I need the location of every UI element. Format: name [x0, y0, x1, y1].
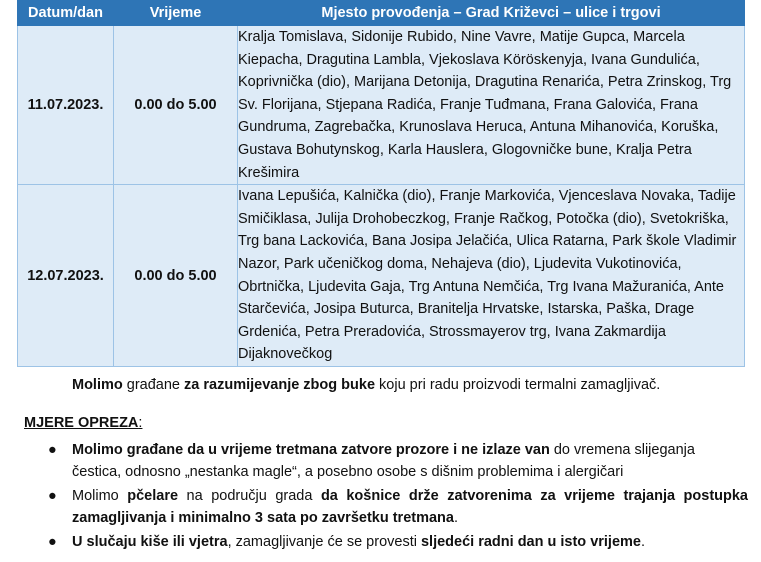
measures-list: [48, 439, 748, 555]
header-location: Mjesto provođenja – Grad Križevci – ulice i trgovi: [238, 1, 745, 26]
row-time: 0.00 do 5.00: [114, 185, 238, 367]
schedule-table: [17, 0, 745, 367]
measure-part: , zamagljivanje će se provesti: [227, 534, 421, 550]
measure-part: .: [453, 510, 459, 526]
measure-part: .: [640, 534, 646, 550]
bullet-icon: ●: [48, 442, 57, 458]
measure-part: pčelare: [127, 488, 179, 504]
measure-part: U slučaju kiše ili vjetra: [72, 534, 228, 550]
row-date: 11.07.2023.: [18, 26, 114, 185]
notice-part: Molimo: [72, 377, 123, 393]
measure-part: sljedeći radni dan u isto vrijeme: [420, 534, 641, 550]
row-date: 12.07.2023.: [18, 185, 114, 367]
row-time: 0.00 do 5.00: [114, 26, 238, 185]
measure-part: Molimo: [72, 488, 128, 504]
noise-notice: [72, 375, 752, 395]
table-row: [18, 185, 745, 367]
table-header-row: [18, 1, 745, 26]
measures-heading-colon: :: [138, 415, 143, 431]
bullet-icon: ●: [48, 488, 57, 504]
row-streets: Ivana Lepušića, Kalnička (dio), Franje Markovića, Vjenceslava Novaka, Tadije Smičiklasa, Julija Drohobeczkog, Franje Račkog, Potočka (dio), Svetokriška, Trg bana Lackovića, Bana Josipa Jelačića, Ulica Ratarna, Park škole Vladimir Nazor, Park učeničkog doma, Nehajeva (dio), Ljudevita Vukotinovića, Obrtnička, Ljudevita Gaja, Trg Antuna Nemčića, Trg Ivana Mažuranića, Ante Starčevića, Josipa Buturca, Branitelja Hrvatske, Istarska, Paška, Drage Grdenića, Petra Preradovića, Strossmayerov trg, Ivana Zakmardija Dijaknovečkog: [238, 185, 745, 367]
header-time: Vrijeme: [114, 1, 238, 26]
list-item: [48, 439, 748, 483]
list-item: [48, 531, 748, 553]
measure-part: Molimo građane da u vrijeme tretmana zatvore prozore i ne izlaze van: [72, 442, 550, 458]
list-item: [48, 485, 748, 529]
notice-part: građane: [122, 377, 185, 393]
table-row: [18, 26, 745, 185]
row-streets: Kralja Tomislava, Sidonije Rubido, Nine Vavre, Matije Gupca, Marcela Kiepacha, Dragutina Lambla, Vjekoslava Köröskenyja, Ivana Gundulića, Koprivnička (dio), Marijana Detonija, Dragutina Renarića, Petra Zrinskog, Trg Sv. Florijana, Stjepana Radića, Franje Tuđmana, Frana Galovića, Frana Gundruma, Zagrebačka, Krunoslava Heruca, Antuna Mihanovića, Koruška, Gustava Bohutynskog, Karla Hauslera, Glogovničke bune, Kralja Petra Krešimira: [238, 26, 745, 185]
header-date: Datum/dan: [18, 1, 114, 26]
notice-part: koju pri radu proizvodi termalni zamagljivač.: [375, 377, 661, 393]
bullet-icon: ●: [48, 534, 57, 550]
measure-part: na području grada: [178, 488, 321, 504]
measures-heading-line: [24, 415, 142, 431]
measure-part: da košnice drže zatvorenima za vrijeme trajanja postupka zamagljivanja i minimalno 3 sata po završetku tretmana: [72, 488, 748, 526]
measure-part: do vremena slijeganja čestica, odnosno „nestanka magle“, a posebno osobe s dišnim problemima i alergičari: [72, 442, 695, 480]
measures-heading: MJERE OPREZA: [24, 415, 139, 431]
notice-part: za razumijevanje zbog buke: [184, 377, 376, 393]
